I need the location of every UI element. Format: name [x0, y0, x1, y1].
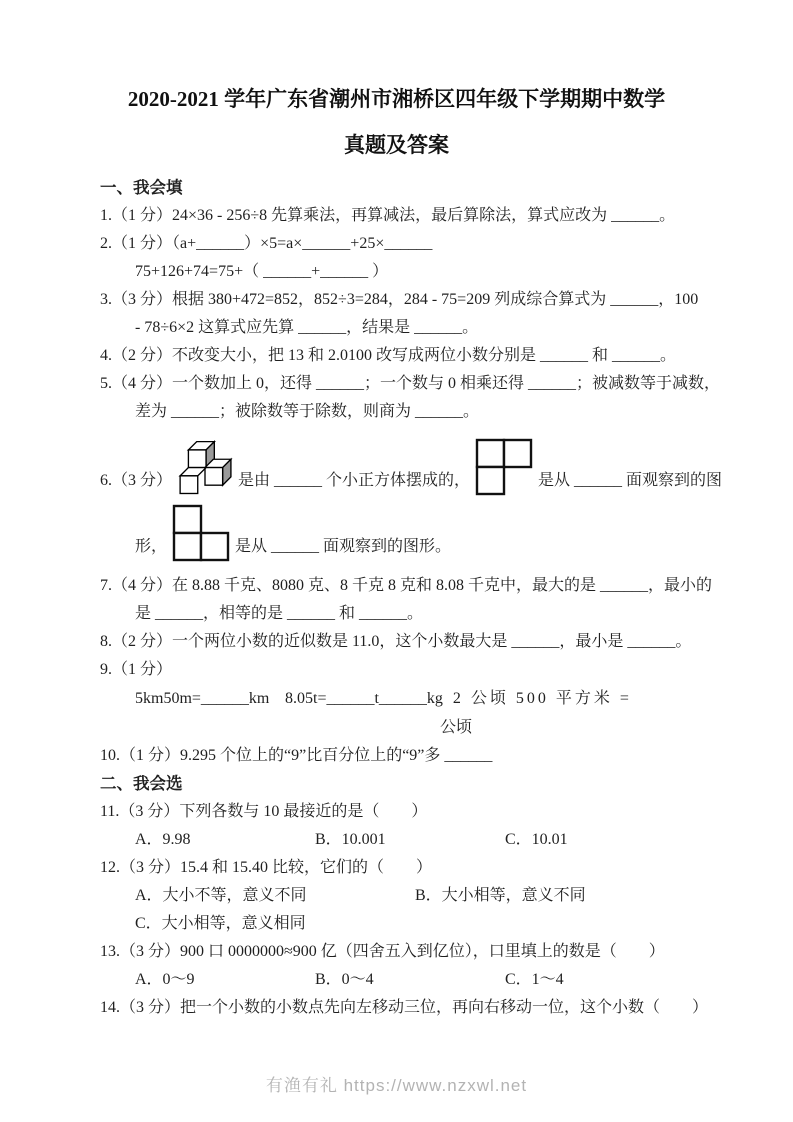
question-9-conversion-km: 5km50m=______km: [135, 690, 270, 707]
section-choice-heading: 二、我会选: [100, 774, 183, 793]
question-13: 13.（3 分）900 口 0000000≈900 亿（四舍五入到亿位），口里填上的数是（ ）: [100, 943, 665, 960]
question-6-text2: 是从 ______ 面观察到的图: [538, 472, 723, 489]
question-5-line1: 5.（4 分）一个数加上 0，还得 ______；一个数与 0 相乘还得 ______；被减数等于减数，: [100, 375, 721, 392]
question-8: 8.（2 分）一个两位小数的近似数是 11.0，这个小数最大是 ______，最小是 ______。: [100, 633, 692, 650]
question-12-option-c: C．大小相等，意义相同: [135, 915, 306, 932]
question-6-prefix: 6.（3 分）: [100, 472, 173, 489]
question-14: 14.（3 分）把一个小数的小数点先向左移动三位，再向右移动一位，这个小数（ ）: [100, 999, 709, 1016]
question-3-line2: - 78÷6×2 这算式应先算 ______，结果是 ______。: [135, 319, 479, 336]
title-line2: 真题及答案: [344, 133, 449, 157]
cubes-figure: [177, 436, 233, 496]
question-13-option-b: B．0～4: [315, 971, 374, 988]
question-11-option-c: C．10.01: [505, 831, 568, 848]
question-7-line1: 7.（4 分）在 8.88 千克、8080 克、8 千克 8 克和 8.08 千克中，最大的是 ______，最小的: [100, 577, 713, 594]
question-6-text3: 是从 ______ 面观察到的图形。: [235, 538, 452, 555]
question-13-option-a: A．0～9: [135, 971, 195, 988]
observed-view-figure-2: [172, 504, 230, 562]
question-11-option-a: A．9.98: [135, 831, 191, 848]
question-12: 12.（3 分）15.4 和 15.40 比较，它们的（ ）: [100, 859, 433, 876]
question-9-conversion-t: 8.05t=______t______kg: [285, 690, 443, 707]
section-fill-heading: 一、我会填: [100, 178, 183, 197]
question-10: 10.（1 分）9.295 个位上的“9”比百分位上的“9”多 ______: [100, 747, 493, 764]
question-6-line2: [100, 504, 693, 562]
question-6-text1: 是由 ______ 个小正方体摆成的，: [238, 472, 471, 489]
question-12-option-a: A．大小不等，意义不同: [135, 887, 307, 904]
question-9-conversion-hectare: 2 公顷 500 平方米 =: [452, 690, 632, 707]
question-9-label: 9.（1 分）: [100, 661, 173, 678]
question-6-line2-prefix: 形，: [135, 538, 168, 555]
observed-view-figure-1: [475, 438, 533, 496]
question-11-option-b: B．10.001: [315, 831, 386, 848]
question-6-line1: [100, 436, 723, 496]
question-2-line2: 75+126+74=75+（ ______+______ ）: [135, 263, 389, 280]
question-13-option-c: C．1～4: [505, 971, 564, 988]
question-9-hectare-unit: 公顷: [440, 719, 473, 736]
question-9-conversions: [100, 684, 693, 714]
question-12-option-b: B．大小相等，意义不同: [415, 887, 586, 904]
question-7-line2: 是 ______，相等的是 ______ 和 ______。: [135, 605, 424, 622]
question-4: 4.（2 分）不改变大小，把 13 和 2.0100 改写成两位小数分别是 ______ 和 ______。: [100, 347, 677, 364]
question-12-options-row1: [100, 882, 693, 910]
page-title: [0, 82, 793, 162]
question-5-line2: 差为 ______；被除数等于除数，则商为 ______。: [135, 403, 480, 420]
exam-body: [0, 174, 793, 1022]
question-3-line1: 3.（3 分）根据 380+472=852，852÷3=284，284 - 75=209 列成综合算式为 ______，100: [100, 291, 699, 308]
site-watermark: 有渔有礼 https://www.nzxwl.net: [265, 1076, 528, 1095]
question-2-line1: 2.（1 分）（a+______）×5=a×______+25×______: [100, 235, 433, 252]
question-11: 11.（3 分）下列各数与 10 最接近的是（ ）: [100, 803, 428, 820]
question-11-options: [100, 826, 693, 854]
question-12-options-row2: [100, 910, 693, 938]
question-1: 1.（1 分）24×36 - 256÷8 先算乘法，再算减法，最后算除法，算式应改为 ______。: [100, 207, 676, 224]
title-line1: 2020-2021 学年广东省潮州市湘桥区四年级下学期期中数学: [127, 87, 666, 111]
question-13-options: [100, 966, 693, 994]
